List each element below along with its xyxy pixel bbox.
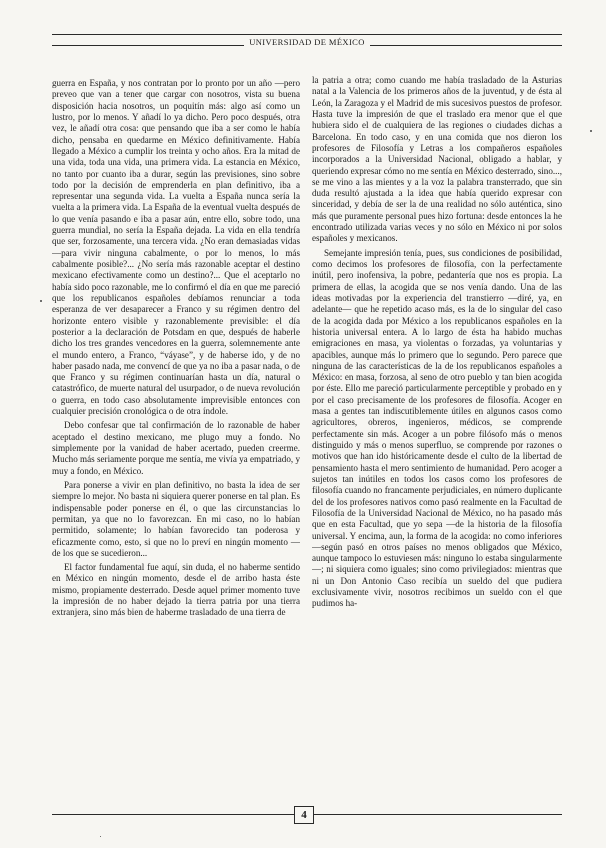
header-rule-left <box>52 45 244 46</box>
left-paragraph-4: El factor fundamental fue aquí, sin duda, el no haberme sentido en México en ningún momento, desde el de arribo hasta éste mismo, propiamente desterrado. Desde aquel primer momento tuve la impresión de no haber dejado la tierra patria por una tierra extranjera, sino más bien de haberme trasladado de una tierra de <box>52 562 300 618</box>
right-paragraph-2: Semejante impresión tenía, pues, sus condiciones de posibilidad, como decimos los profesores de filosofía, con la perfectamente inútil, pero inofensiva, la pobre, pedantería que nos es propia. La primera de ellas, la acogida que se nos venía dando. Una de las ideas motivadas por la experiencia del transtierro —diré, ya, en adelante— que he repetido acaso más, es la de lo singular del caso de la acogida dada por México a los republicanos españoles en la historia universal entera. A lo largo de ésta ha habido muchas emigraciones en masa, ya violentas o forzadas, ya voluntarias y apacibles, aunque más lo primero que lo segundo. Pero parece que ninguna de las características de la de los republicanos españoles a México: en masa, forzosa, al seno de otro pueblo y tan bien acogida por éste. Ello me pareció particularmente perceptible y probado en y por el caso precisamente de los profesores de filosofía. Acoger en masa a gentes tan indiscutiblemente útiles en algunos casos como agricultores, obreros, ingenieros, médicos, se comprende perfectamente sin más. Acoger a un pobre filósofo más o menos distinguido y más o menos superfluo, se comprende por razones o motivos que han ido históricamente desde el culto de la libertad de pensamiento hasta el mero sentimiento de humanidad. Pero acoger a sujetos tan inútiles en todos los casos como los profesores de filosofía cuando no francamente perjudiciales, en número duplicante del de los profesores nativos como pasó realmente en la Facultad de Filosofía de la Universidad Nacional de México, no ha pasado más que en esta Facultad, que yo sepa —de la historia de la filosofía universal. Y encima, aun, la forma de la acogida: no como inferiores —según pasó en otros países no menos obligados que México, aunque tampoco lo estuviesen más: ninguno lo estaba singularmente—; ni siquiera como iguales; sino como privilegiados: mientras que ni un Don Antonio Caso recibía un sueldo del que pudiera exclusivamente vivir, nosotros recibimos un sueldo con el que pudimos ha- <box>312 247 562 609</box>
header-rule-right <box>370 45 562 46</box>
left-paragraph-3: Para ponerse a vivir en plan definitivo, no basta la idea de ser siempre lo mejor. No basta ni siquiera querer ponerse en tal plan. Es indispensable poder ponerse en él, o que las circunstancias lo permitan, ya que no lo favorezcan. En mi caso, no lo habían permitido, solamente; lo habían favorecido tan poderosa y eficazmente como, esto, si que no lo preví en ningún momento —de los que se sucedieron... <box>52 479 300 558</box>
right-paragraph-1: la patria a otra; como cuando me había trasladado de la Asturias natal a la Valencia de los primeros años de la juventud, y de ésta al León, la Zaragoza y el Madrid de mis sucesivos puestos de profesor. Hasta tuve la impresión de que el traslado era menor que el que hubiera sido el de cualquiera de las regiones o ciudades dichas a Barcelona. En todo caso, y en una comida que nos dieron los profesores de Filosofía y Letras a los compañeros españoles incorporados a la Universidad Nacional, obligado a hablar, y queriendo expresar cómo no me sentía en México desterrado, sino..., se me vino a las mientes y a la voz la palabra transterrado, que sin duda resultó ajustada a la idea que había querido expresar con sinceridad, y debía de ser la de una realidad no sólo auténtica, sino más que puramente personal pues hizo fortuna: desde entonces la he encontrado utilizada varias veces y no sólo en México ni por solos españoles y mexicanos. <box>312 75 562 244</box>
scan-speck <box>100 836 101 837</box>
header-rule-top <box>52 34 562 35</box>
left-column <box>52 78 300 818</box>
footer-rule-left <box>52 814 294 815</box>
right-column <box>312 75 562 815</box>
scan-speck <box>40 300 42 302</box>
running-header: UNIVERSIDAD DE MÉXICO <box>249 37 365 47</box>
page-number: 4 <box>294 806 314 824</box>
footer-rule-right <box>313 814 562 815</box>
left-paragraph-2: Debo confesar que tal confirmación de lo razonable de haber aceptado el destino mexicano, me plugo muy a fondo. No simplemente por la vanidad de haber acertado, pueden creerme. Mucho más seriamente porque me sentía, me vivía ya empatriado, y muy a fondo, en México. <box>52 420 300 476</box>
scan-speck <box>590 130 592 132</box>
left-paragraph-1: guerra en España, y nos contratan por lo pronto por un año —pero preveo que van a tener que cargar con nosotros, vista su buena disposición hacia nosotros, un poquitín más: algo así como un lustro, por lo menos. Y añadí lo ya dicho. Pero poco después, otra vez, le añadí otra cosa: que pensando que iba a ser como le había dicho, pensaba en quedarme en México definitivamente. Había llegado a México a cumplir los treinta y ocho años. Era la mitad de una vida, toda una vida, una primera vida. La estancia en México, no tanto por cuanto iba a durar, según las previsiones, sino sobre todo por la decisión de emprenderla en plan definitivo, iba a representar una segunda vida. La vuelta a España nunca sería la vuelta a la primera vida. La España de la eventual vuelta después de lo que venía pasando e iba a pasar aún, entre ello, sobre todo, una guerra mundial, no sería la España dejada. La vida en ella tendría que ser, forzosamente, una tercera vida. ¿No eran demasiadas vidas —para vivir ninguna cabalmente, o por lo menos, lo más cabalmente posible?... ¿No sería más razonable aceptar el destino mexicano efectivamente como un destino?... Que el aceptarlo no había sido poco razonable, me lo confirmó el día en que me pareció que los republicanos españoles debíamos renunciar a toda esperanza de ver desaparecer a Franco y su régimen dentro del horizonte entero visible y razonablemente previsible: el día posterior a la declaración de Potsdam en que, después de haberle dicho los tres grandes vencedores en la guerra, solemnemente ante el mundo entero, a Franco, “váyase”, y de haberse ido, y de no haber pasado nada, me convencí de que ya no iba a pasar nada, o de que Franco y su régimen continuarían hasta un día, natural o catastrófico, de muerte natural del usurpador, o de nueva revolución o guerra, en todo caso absolutamente imprevisible entonces con cualquier precisión cronológica o de otra índole. <box>52 78 300 417</box>
